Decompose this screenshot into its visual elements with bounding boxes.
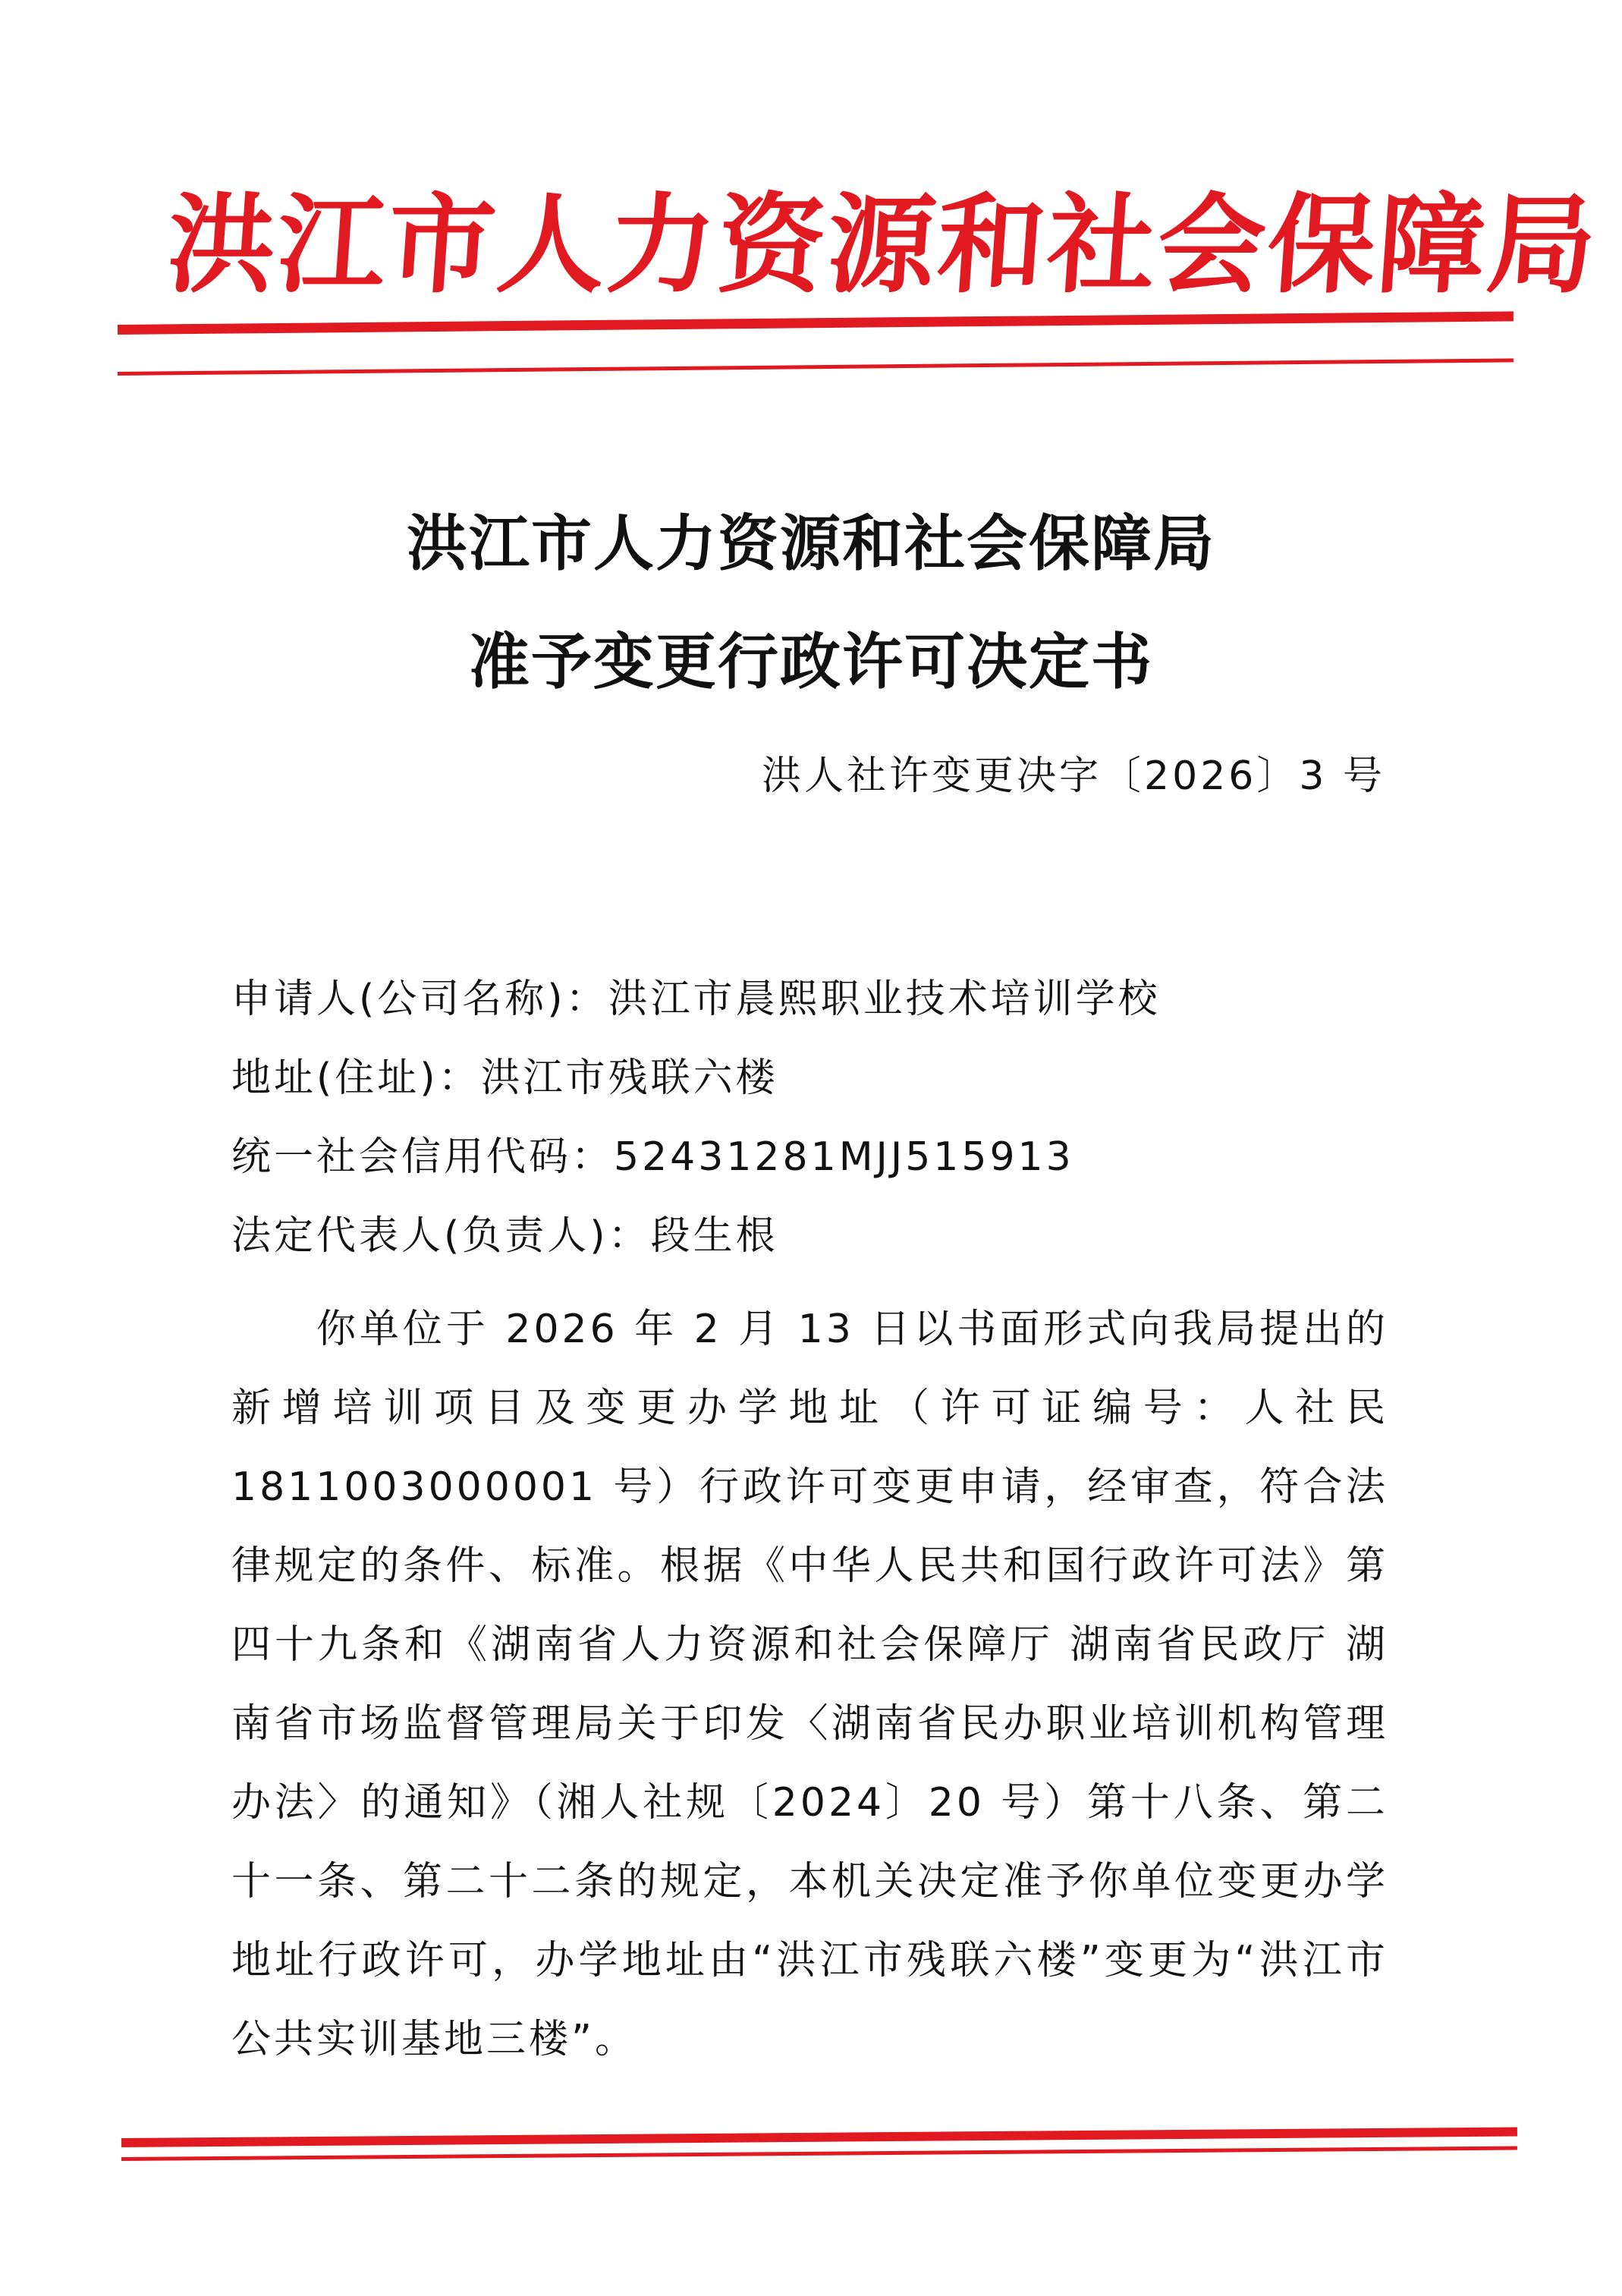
- decision-body-paragraph: 你单位于 2026 年 2 月 13 日以书面形式向我局提出的新增培训项目及变更办学地址（许可证编号：人社民 1811003000001 号）行政许可变更申请，经审查，符合法律规定的条件、标准。根据《中华人民共和国行政许可法》第四十九条和《湖南省人力资源和社会保障厅 湖南省民政厅 湖南省市场监督管理局关于印发〈湖南省民办职业培训机构管理办法〉的通知》（湘人社规〔2024〕20 号）第十八条、第二十一条、第二十二条的规定，本机关决定准予你单位变更办学地址行政许可，办学地址由“洪江市残联六楼”变更为“洪江市公共实训基地三楼”。: [231, 1307, 1388, 2062]
- field-legal-representative-value: 段生根: [650, 1213, 778, 1259]
- letterhead-org-name: 洪江市人力资源和社会保障局: [163, 182, 1602, 308]
- footer-rule-thick: [121, 2128, 1517, 2147]
- document-number: 洪人社许变更决字〔2026〕3 号: [762, 753, 1385, 799]
- footer-rule-thin: [121, 2147, 1517, 2161]
- field-legal-representative: [231, 1209, 778, 1263]
- field-credit-code: [231, 1131, 1074, 1184]
- field-address: [231, 1052, 778, 1105]
- field-legal-representative-label: 法定代表人(负责人)：: [231, 1213, 651, 1259]
- field-credit-code-value: 52431281MJJ515913: [614, 1134, 1074, 1180]
- field-applicant: [231, 973, 1161, 1026]
- document-title-line-2: 准予变更行政许可决定书: [469, 626, 1153, 697]
- letterhead-rule-thick: [118, 311, 1514, 335]
- field-credit-code-label: 统一社会信用代码：: [231, 1134, 615, 1180]
- letterhead-rule-thin: [118, 358, 1514, 376]
- field-address-value: 洪江市残联六楼: [480, 1055, 778, 1101]
- field-applicant-value: 洪江市晨熙职业技术培训学校: [608, 977, 1161, 1022]
- field-applicant-label: 申请人(公司名称)：: [231, 977, 608, 1022]
- document-title-line-1: 洪江市人力资源和社会保障局: [407, 508, 1215, 579]
- field-address-label: 地址(住址)：: [231, 1055, 481, 1101]
